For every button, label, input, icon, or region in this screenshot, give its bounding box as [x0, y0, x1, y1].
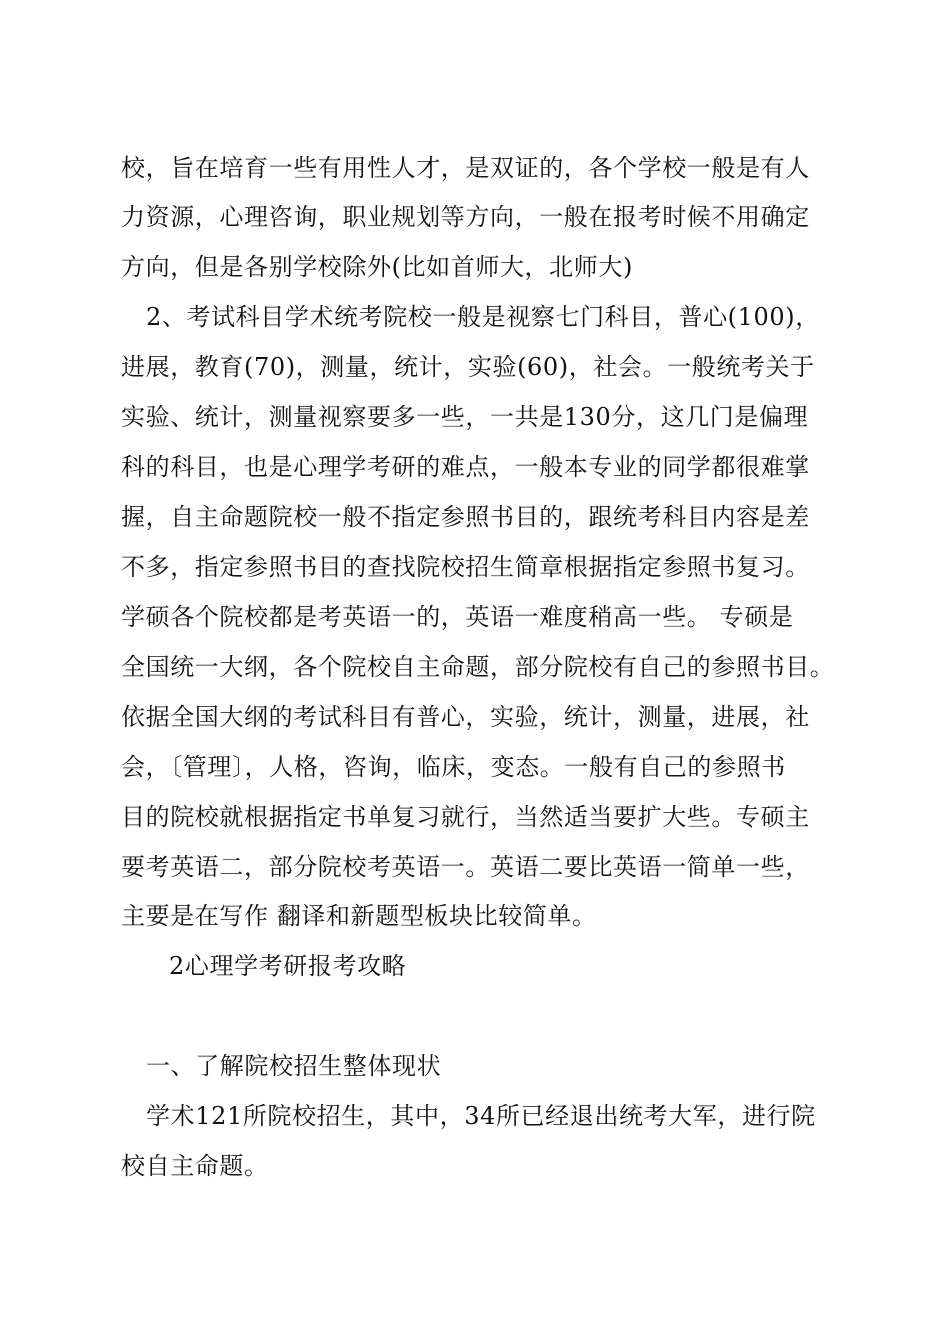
subsection-heading: 一、了解院校招生整体现状	[146, 1052, 442, 1080]
paragraph-line: 进展，教育(70)，测量，统计，实验(60)，社会。一般统考关于	[121, 353, 815, 381]
paragraph-line: 科的科目，也是心理学考研的难点，一般本专业的同学都很难掌	[121, 453, 810, 481]
paragraph-line: 2、考试科目学术统考院校一般是视察七门科目，普心(100)，	[146, 303, 820, 331]
paragraph-line: 学硕各个院校都是考英语一的，英语一难度稍高一些。 专硕是	[121, 603, 794, 631]
paragraph-line: 依据全国大纲的考试科目有普心，实验，统计，测量，进展，社	[121, 703, 810, 731]
paragraph-line: 学术121所院校招生，其中，34所已经退出统考大军，进行院	[146, 1102, 816, 1130]
paragraph-line: 方向，但是各别学校除外(比如首师大，北师大)	[121, 253, 633, 281]
paragraph-line: 会，〔管理〕，人格，咨询，临床，变态。一般有自己的参照书	[121, 753, 786, 781]
paragraph-line: 校，旨在培育一些有用性人才，是双证的，各个学校一般是有人	[121, 154, 810, 182]
paragraph-line: 握，自主命题院校一般不指定参照书目的，跟统考科目内容是差	[121, 503, 810, 531]
paragraph-line: 力资源，心理咨询，职业规划等方向，一般在报考时候不用确定	[121, 203, 810, 231]
paragraph-line: 要考英语二，部分院校考英语一。英语二要比英语一简单一些，	[121, 853, 810, 881]
paragraph-line: 全国统一大纲，各个院校自主命题，部分院校有自己的参照书目。	[121, 653, 835, 681]
section-heading: 2心理学考研报考攻略	[169, 952, 407, 980]
paragraph-line: 主要是在写作 翻译和新题型板块比较简单。	[121, 902, 597, 930]
paragraph-line: 目的院校就根据指定书单复习就行，当然适当要扩大些。专硕主	[121, 803, 810, 831]
paragraph-line: 不多，指定参照书目的查找院校招生简章根据指定参照书复习。	[121, 553, 810, 581]
paragraph-line: 校自主命题。	[121, 1152, 269, 1180]
paragraph-line: 实验、统计，测量视察要多一些，一共是130分，这几门是偏理	[121, 403, 809, 431]
